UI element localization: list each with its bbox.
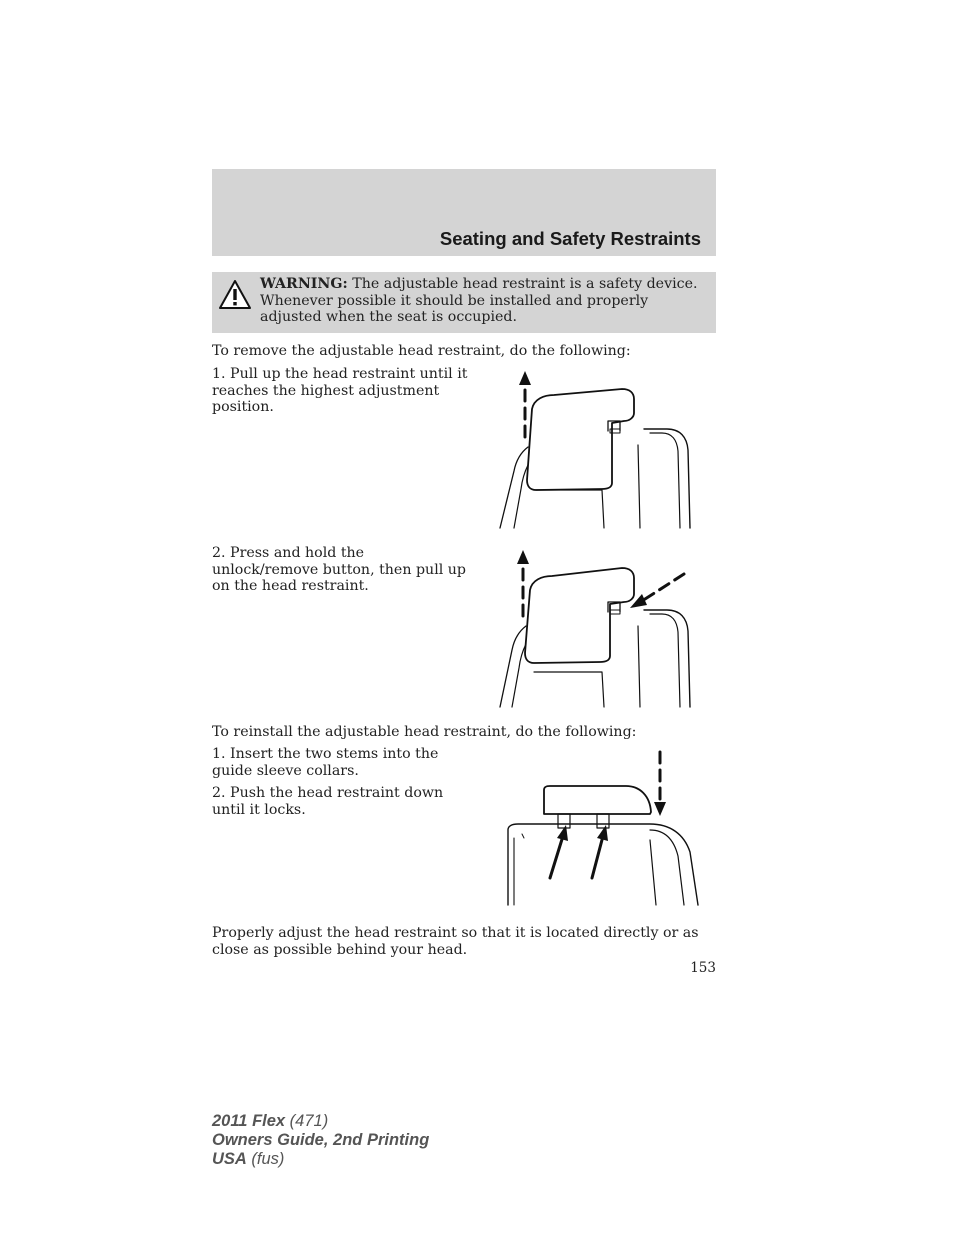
- reinstall-intro: To reinstall the adjustable head restraint, do the following:: [212, 724, 637, 740]
- footer-line-1: 2011 Flex (471): [212, 1112, 329, 1130]
- head-restraint-button-illustration: [492, 544, 702, 710]
- warning-label: WARNING:: [260, 276, 348, 292]
- warning-text: The adjustable head restraint is a safety device. Whenever possible it should be installed and properly adjusted when the seat is occupied.: [260, 276, 698, 325]
- head-restraint-reinstall-illustration: [500, 748, 705, 908]
- remove-step-2: 2. Press and hold the unlock/remove button, then pull up on the head restraint.: [212, 545, 466, 594]
- footer-line-3: USA (fus): [212, 1150, 285, 1168]
- section-header-band: [212, 169, 716, 256]
- page-number: 153: [690, 960, 716, 976]
- closing-text: Properly adjust the head restraint so that it is located directly or as close as possible behind your head.: [212, 925, 699, 958]
- section-title: Seating and Safety Restraints: [439, 228, 701, 249]
- warning-triangle-icon: [218, 279, 252, 311]
- reinstall-step-2: 2. Push the head restraint down until it locks.: [212, 785, 444, 818]
- footer-line-2: Owners Guide, 2nd Printing: [212, 1131, 430, 1149]
- head-restraint-raised-illustration: [492, 365, 702, 531]
- warning-box: [212, 272, 716, 333]
- remove-step-1: 1. Pull up the head restraint until it reaches the highest adjustment position.: [212, 366, 468, 415]
- footer: [212, 1112, 429, 1169]
- reinstall-step-1: 1. Insert the two stems into the guide sleeve collars.: [212, 746, 439, 779]
- remove-intro: To remove the adjustable head restraint, do the following:: [212, 343, 631, 359]
